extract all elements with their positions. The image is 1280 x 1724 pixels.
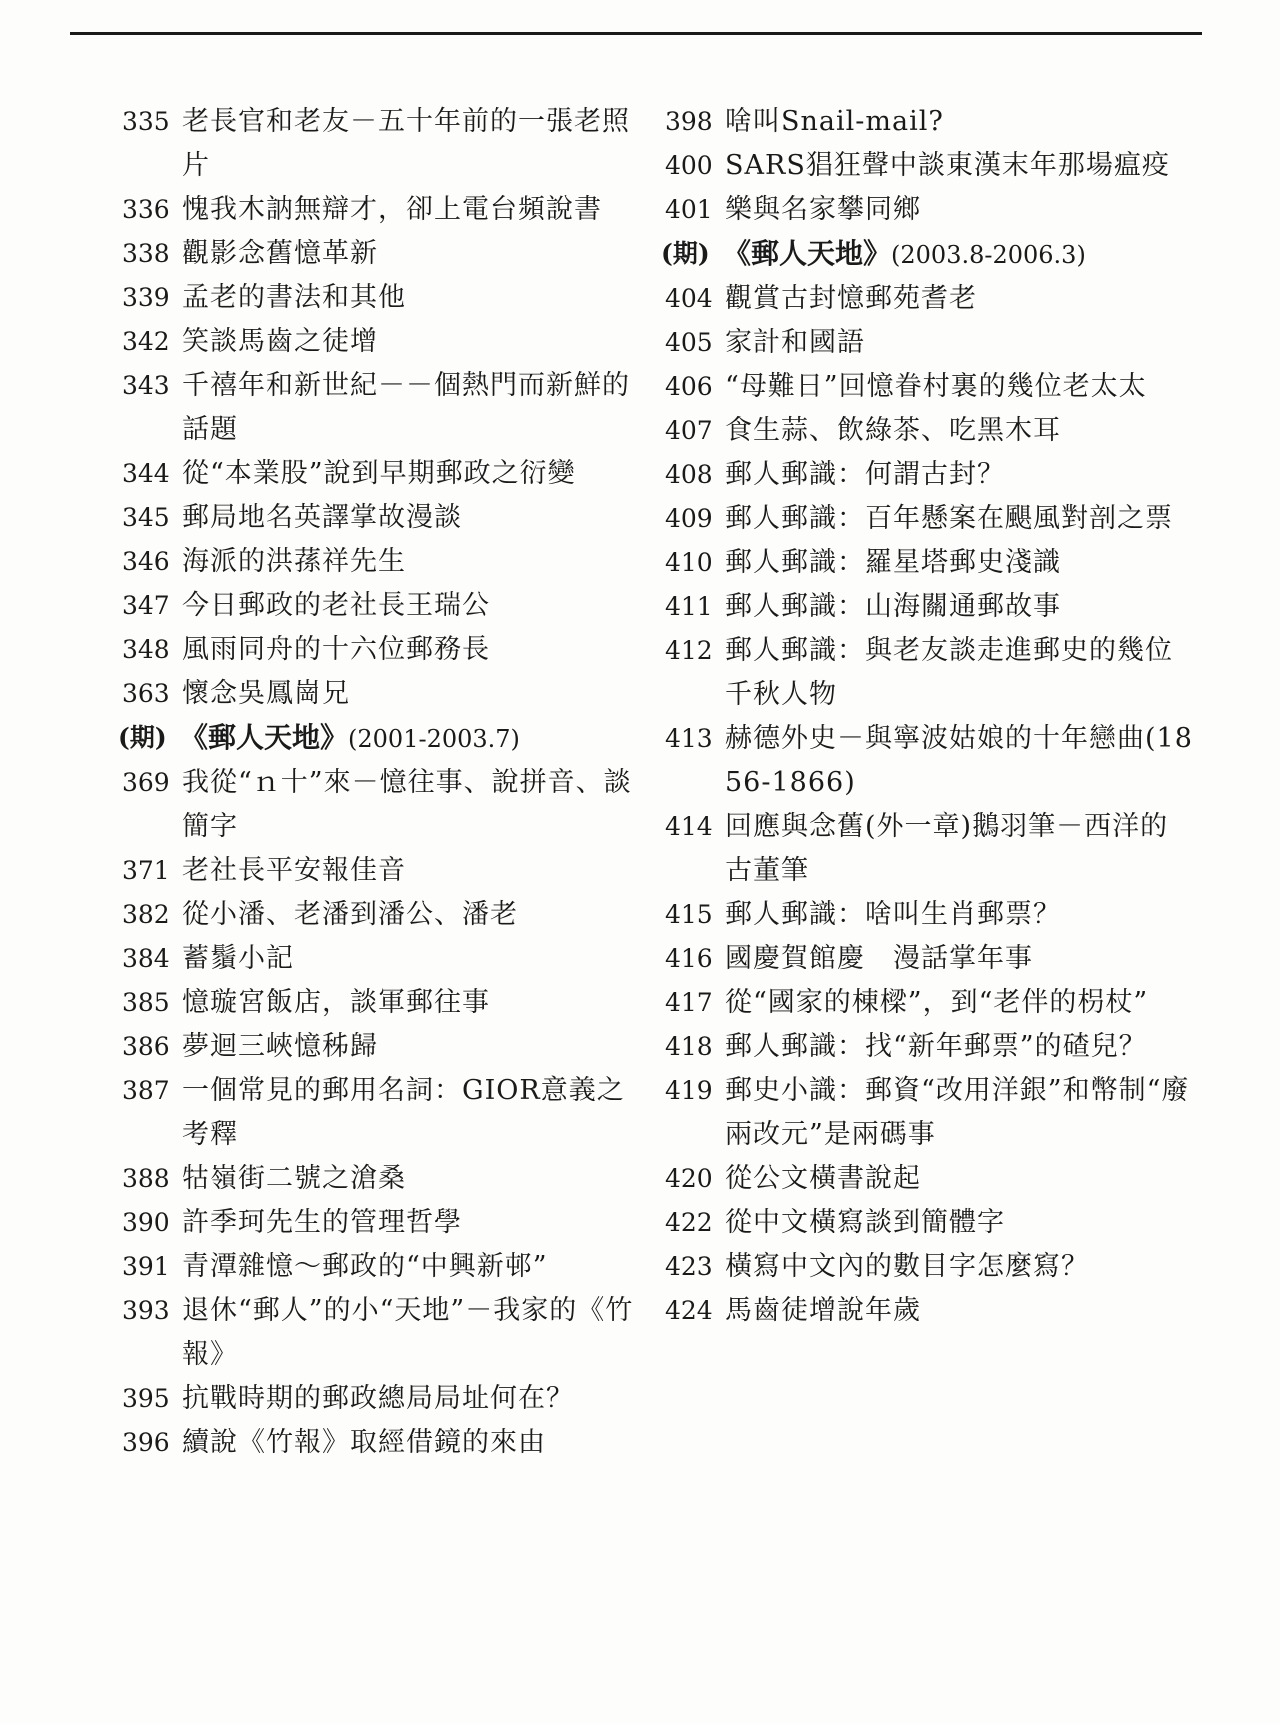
toc-entry	[665, 409, 1195, 453]
toc-entry	[665, 1069, 1195, 1157]
entry-title: 食生蒜、飲綠茶、吃黑木耳	[725, 415, 1061, 446]
toc-entry	[665, 1025, 1195, 1069]
section-range: (2003.8-2006.3)	[891, 241, 1086, 269]
section-title	[180, 716, 520, 761]
toc-entry	[122, 496, 652, 540]
page-number: 415	[665, 900, 713, 929]
toc-entry	[122, 320, 652, 364]
toc-entry	[122, 584, 652, 628]
section-label: (期)	[118, 723, 167, 752]
toc-entry	[665, 1289, 1195, 1333]
toc-entry	[122, 893, 652, 937]
section-range: (2001-2003.7)	[348, 725, 520, 753]
toc-entry	[122, 276, 652, 320]
toc-entry	[122, 628, 652, 672]
entry-title: 家計和國語	[725, 327, 865, 358]
page-number: 409	[665, 504, 713, 533]
page-number: 407	[665, 416, 713, 445]
entry-title: 從“本業股”說到早期郵政之衍變	[182, 458, 576, 489]
page-number: 395	[122, 1384, 170, 1413]
toc-entry	[665, 805, 1195, 893]
toc-entry	[122, 188, 652, 232]
toc-entry	[122, 540, 652, 584]
entry-title: 抗戰時期的郵政總局局址何在？	[182, 1383, 574, 1414]
entry-title: 赫德外史－與寧波姑娘的十年戀曲(1856-1866)	[725, 723, 1193, 798]
entry-title: “母難日”回憶眷村裏的幾位老太太	[725, 371, 1147, 402]
page-number: 420	[665, 1164, 713, 1193]
toc-entry	[665, 321, 1195, 365]
page-number: 344	[122, 459, 170, 488]
entry-title: 啥叫Snail-mail?	[725, 106, 944, 137]
entry-title: 千禧年和新世紀－－個熱門而新鮮的話題	[182, 370, 630, 445]
page-number: 417	[665, 988, 713, 1017]
entry-title: 從小潘、老潘到潘公、潘老	[182, 899, 518, 930]
page-number: 419	[665, 1076, 713, 1105]
entry-title: 一個常見的郵用名詞：GIOR意義之考釋	[182, 1075, 625, 1150]
page-number: 336	[122, 195, 170, 224]
entry-title: 郵人郵識：山海關通郵故事	[725, 591, 1061, 622]
toc-entry	[122, 1289, 652, 1377]
entry-title: 馬齒徒增說年歲	[725, 1295, 921, 1326]
page-number: 346	[122, 547, 170, 576]
page-number: 345	[122, 503, 170, 532]
entry-title: 續說《竹報》取經借鏡的來由	[182, 1427, 546, 1458]
toc-entry	[122, 1201, 652, 1245]
entry-title: 老社長平安報佳音	[182, 855, 406, 886]
page-number: 404	[665, 284, 713, 313]
entry-title: 從中文橫寫談到簡體字	[725, 1207, 1005, 1238]
page-number: 371	[122, 856, 170, 885]
page-number: 401	[665, 195, 713, 224]
toc-entry	[122, 364, 652, 452]
top-rule	[70, 32, 1202, 35]
page-number: 363	[122, 679, 170, 708]
section-name: 《郵人天地》	[180, 721, 349, 754]
page-number: 335	[122, 107, 170, 136]
toc-entry	[665, 1201, 1195, 1245]
entry-title: 樂與名家攀同鄉	[725, 194, 921, 225]
page-number: 391	[122, 1252, 170, 1281]
toc-entry	[665, 937, 1195, 981]
toc-entry	[122, 100, 652, 188]
toc-entry	[122, 981, 652, 1025]
page-number: 343	[122, 371, 170, 400]
page-number: 412	[665, 636, 713, 665]
page-number: 382	[122, 900, 170, 929]
entry-title: 郵人郵識：何謂古封？	[725, 459, 1005, 490]
page-number: 339	[122, 283, 170, 312]
entry-title: 回應與念舊(外一章)鵝羽筆－西洋的古董筆	[725, 811, 1169, 886]
entry-title: 從公文橫書說起	[725, 1163, 921, 1194]
entry-title: 從“國家的棟樑”，到“老伴的枴杖”	[725, 987, 1149, 1018]
entry-title: 海派的洪蓀祥先生	[182, 546, 406, 577]
toc-entry	[122, 849, 652, 893]
page-number: 369	[122, 768, 170, 797]
toc-entry	[122, 452, 652, 496]
page-number: 413	[665, 724, 713, 753]
section-heading	[661, 232, 1195, 277]
entry-title: 觀賞古封憶郵苑耆老	[725, 283, 977, 314]
entry-title: 牯嶺街二號之滄桑	[182, 1163, 406, 1194]
page-number: 410	[665, 548, 713, 577]
toc-entry	[665, 144, 1195, 188]
section-title	[723, 232, 1086, 277]
toc-entry	[122, 1157, 652, 1201]
toc-entry	[665, 497, 1195, 541]
toc-entry	[665, 893, 1195, 937]
toc-entry	[665, 717, 1195, 805]
page-number: 414	[665, 812, 713, 841]
page-number: 386	[122, 1032, 170, 1061]
page-number: 406	[665, 372, 713, 401]
toc-entry	[122, 937, 652, 981]
page-number: 338	[122, 239, 170, 268]
entry-title: 郵人郵識：找“新年郵票”的碴兒？	[725, 1031, 1147, 1062]
toc-entry	[122, 1377, 652, 1421]
page-number: 393	[122, 1296, 170, 1325]
entry-title: 青潭雜憶～郵政的“中興新邨”	[182, 1251, 548, 1282]
toc-entry	[665, 100, 1195, 144]
entry-title: 今日郵政的老社長王瑞公	[182, 590, 490, 621]
page-number: 423	[665, 1252, 713, 1281]
entry-title: 許季珂先生的管理哲學	[182, 1207, 462, 1238]
entry-title: 郵人郵識：啥叫生肖郵票？	[725, 899, 1061, 930]
page-number: 342	[122, 327, 170, 356]
page-number: 396	[122, 1428, 170, 1457]
entry-title: 夢迴三峽憶秭歸	[182, 1031, 378, 1062]
entry-title: 橫寫中文內的數目字怎麼寫？	[725, 1251, 1089, 1282]
page-number: 418	[665, 1032, 713, 1061]
page-number: 424	[665, 1296, 713, 1325]
page-number: 400	[665, 151, 713, 180]
page-number: 422	[665, 1208, 713, 1237]
toc-entry	[665, 453, 1195, 497]
page-number: 348	[122, 635, 170, 664]
toc-entry	[665, 1157, 1195, 1201]
page-number: 416	[665, 944, 713, 973]
section-heading	[118, 716, 652, 761]
toc-entry	[665, 541, 1195, 585]
entry-title: 蓄鬚小記	[182, 943, 294, 974]
page-number: 411	[665, 592, 713, 621]
toc-entry	[665, 981, 1195, 1025]
toc-entry	[665, 585, 1195, 629]
section-name: 《郵人天地》	[723, 237, 892, 270]
entry-title: 孟老的書法和其他	[182, 282, 406, 313]
page-number: 387	[122, 1076, 170, 1105]
toc-entry	[665, 188, 1195, 232]
page-number: 388	[122, 1164, 170, 1193]
page-number: 385	[122, 988, 170, 1017]
entry-title: 郵人郵識：羅星塔郵史淺識	[725, 547, 1061, 578]
toc-entry	[122, 1245, 652, 1289]
toc-entry	[122, 1025, 652, 1069]
entry-title: 退休“郵人”的小“天地”－我家的《竹報》	[182, 1295, 634, 1370]
toc-entry	[665, 629, 1195, 717]
toc-entry	[122, 1069, 652, 1157]
page-number: 390	[122, 1208, 170, 1237]
entry-title: 國慶賀館慶 漫話掌年事	[725, 943, 1033, 974]
toc-entry	[665, 365, 1195, 409]
entry-title: 愧我木訥無辯才，卻上電台頻說書	[182, 194, 602, 225]
toc-entry	[122, 232, 652, 276]
entry-title: 風雨同舟的十六位郵務長	[182, 634, 490, 665]
section-label: (期)	[661, 239, 710, 268]
entry-title: 郵局地名英譯掌故漫談	[182, 502, 462, 533]
entry-title: 老長官和老友－五十年前的一張老照片	[182, 106, 630, 181]
page-number: 408	[665, 460, 713, 489]
entry-title: 郵史小識：郵資“改用洋銀”和幣制“廢兩改元”是兩碼事	[725, 1075, 1190, 1150]
entry-title: 郵人郵識：與老友談走進郵史的幾位千秋人物	[725, 635, 1173, 710]
toc-entry	[665, 277, 1195, 321]
toc-entry	[122, 761, 652, 849]
page-number: 384	[122, 944, 170, 973]
page-number: 405	[665, 328, 713, 357]
toc-entry	[122, 1421, 652, 1465]
toc-entry	[665, 1245, 1195, 1289]
right-column	[661, 100, 1195, 1333]
entry-title: 憶璇宮飯店，談軍郵往事	[182, 987, 490, 1018]
toc-entry	[122, 672, 652, 716]
entry-title: 笑談馬齒之徒增	[182, 326, 378, 357]
left-column	[118, 100, 652, 1465]
entry-title: 觀影念舊憶革新	[182, 238, 378, 269]
entry-title: 郵人郵識：百年懸案在颶風對剖之票	[725, 503, 1173, 534]
entry-title: SARS猖狂聲中談東漢末年那場瘟疫	[725, 150, 1170, 181]
entry-title: 懷念吳鳳崗兄	[182, 678, 350, 709]
page-number: 347	[122, 591, 170, 620]
page-number: 398	[665, 107, 713, 136]
entry-title: 我從“ｎ十”來－憶往事、說拼音、談簡字	[182, 767, 632, 842]
